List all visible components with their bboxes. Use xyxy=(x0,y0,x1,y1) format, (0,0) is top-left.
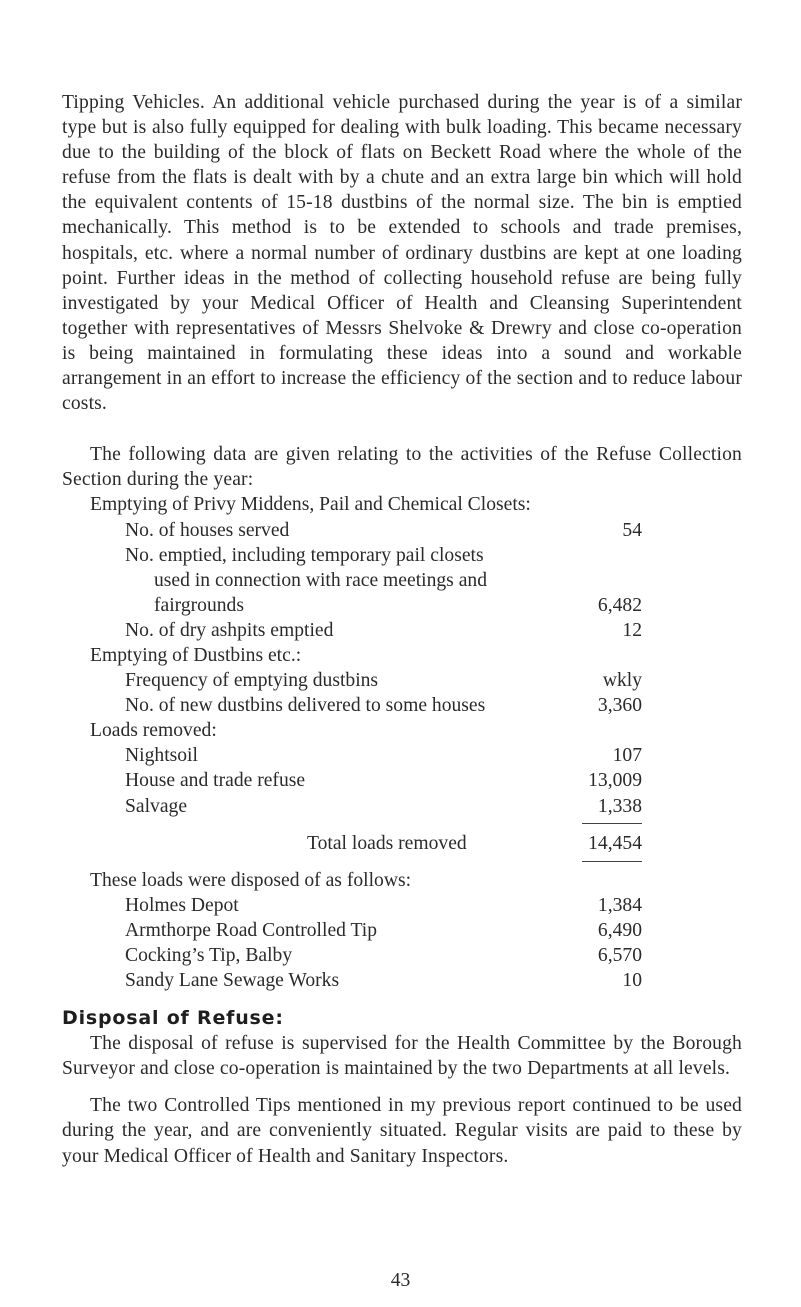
table-row xyxy=(62,768,742,793)
subtotal-rule xyxy=(582,823,642,824)
nightsoil-label: Nightsoil xyxy=(125,745,198,767)
salvage-value: 1,338 xyxy=(597,795,642,817)
refuse-data-table xyxy=(62,492,742,993)
table-row xyxy=(62,794,742,819)
emptied-value: 6,482 xyxy=(597,594,642,616)
total-value: 14,454 xyxy=(588,832,642,854)
holmes-label: Holmes Depot xyxy=(125,894,239,916)
sandy-label: Sandy Lane Sewage Works xyxy=(125,970,340,992)
table-row xyxy=(62,831,742,856)
table-row xyxy=(62,668,742,693)
table-row xyxy=(62,943,742,968)
paragraph-intro: The following data are given relating to the activities of the Refuse Collection Section during the year: xyxy=(62,444,742,491)
table-row xyxy=(62,518,742,543)
emptied-label-line2: used in connection with race meetings and xyxy=(154,569,487,591)
cocking-value: 6,570 xyxy=(597,945,642,966)
emptied-label-line1: No. emptied, including temporary pail closets xyxy=(125,544,484,566)
loads-heading: Loads removed: xyxy=(90,720,217,742)
table-row xyxy=(62,918,742,943)
nightsoil-value: 107 xyxy=(612,745,642,767)
armthorpe-label: Armthorpe Road Controlled Tip xyxy=(125,919,378,941)
paragraph-disposal-2: The two Controlled Tips mentioned in my previous report continued to be used during the year, and are conveniently situated. Regular visits are paid to these by your Medical Officer of Health and Sanitary Inspectors. xyxy=(62,1095,742,1167)
table-row xyxy=(62,568,742,593)
new-dustbins-value: 3,360 xyxy=(597,695,642,717)
salvage-label: Salvage xyxy=(125,795,188,817)
total-label: Total loads removed xyxy=(307,832,467,854)
paragraph-disposal-1: The disposal of refuse is supervised for the Health Committee by the Borough Surveyor and close co-operation is maintained by the two Departments at all levels. xyxy=(62,1033,742,1080)
frequency-value: wkly xyxy=(602,670,642,692)
houses-served-label: No. of houses served xyxy=(125,519,290,541)
table-row xyxy=(62,643,742,668)
page-number: 43 xyxy=(390,1270,411,1291)
armthorpe-value: 6,490 xyxy=(597,919,642,941)
paragraph-tipping-vehicles: Tipping Vehicles. An additional vehicle purchased during the year is of a similar type but is also fully equipped for dealing with bulk loading. This became necessary due to the building of the block of flats on Beckett Road where the whole of the refuse from the flats is dealt with by a chute and an extra large bin which will hold the equivalent contents of 15-18 dustbins of the normal size. The bin is emptied mechanically. This method is to be extended to schools and trade premises, hospitals, etc. where a normal number of ordinary dustbins are kept at one loading point. Further ideas in the method of collecting household refuse are being fully investigated by your Medical Officer of Health and Cleansing Superintendent together with representatives of Messrs Shelvoke & Drewry and close co-operation is being maintained in formulating these ideas into a sound and workable arrangement in an effort to increase the efficiency of the section and to reduce labour costs. xyxy=(62,92,742,415)
ashpits-value: 12 xyxy=(622,619,642,641)
house-trade-label: House and trade refuse xyxy=(125,770,306,792)
sandy-value: 10 xyxy=(622,970,642,992)
dustbins-heading: Emptying of Dustbins etc.: xyxy=(90,644,302,666)
ashpits-label: No. of dry ashpits emptied xyxy=(125,619,334,641)
table-row xyxy=(62,968,742,993)
house-trade-value: 13,009 xyxy=(588,770,642,792)
table-row xyxy=(62,743,742,768)
privy-heading: Emptying of Privy Middens, Pail and Chemical Closets: xyxy=(90,494,531,516)
cocking-label: Cocking’s Tip, Balby xyxy=(125,945,293,966)
new-dustbins-label: No. of new dustbins delivered to some houses xyxy=(125,695,486,717)
table-rule-row xyxy=(62,819,742,831)
document-page xyxy=(62,90,742,1169)
table-row xyxy=(62,718,742,743)
holmes-value: 1,384 xyxy=(597,894,642,916)
frequency-label: Frequency of emptying dustbins xyxy=(125,670,379,692)
table-row xyxy=(62,618,742,643)
table-rule-row xyxy=(62,856,742,868)
table-row xyxy=(62,492,742,517)
disposal-heading: Disposal of Refuse: xyxy=(62,1007,284,1030)
table-row xyxy=(62,893,742,918)
disposed-heading: These loads were disposed of as follows: xyxy=(90,869,412,891)
table-row xyxy=(62,868,742,893)
houses-served-value: 54 xyxy=(622,519,642,541)
table-row xyxy=(62,693,742,718)
table-row xyxy=(62,593,742,618)
total-rule xyxy=(582,861,642,862)
table-row xyxy=(62,543,742,568)
emptied-label-line3: fairgrounds xyxy=(154,594,244,616)
